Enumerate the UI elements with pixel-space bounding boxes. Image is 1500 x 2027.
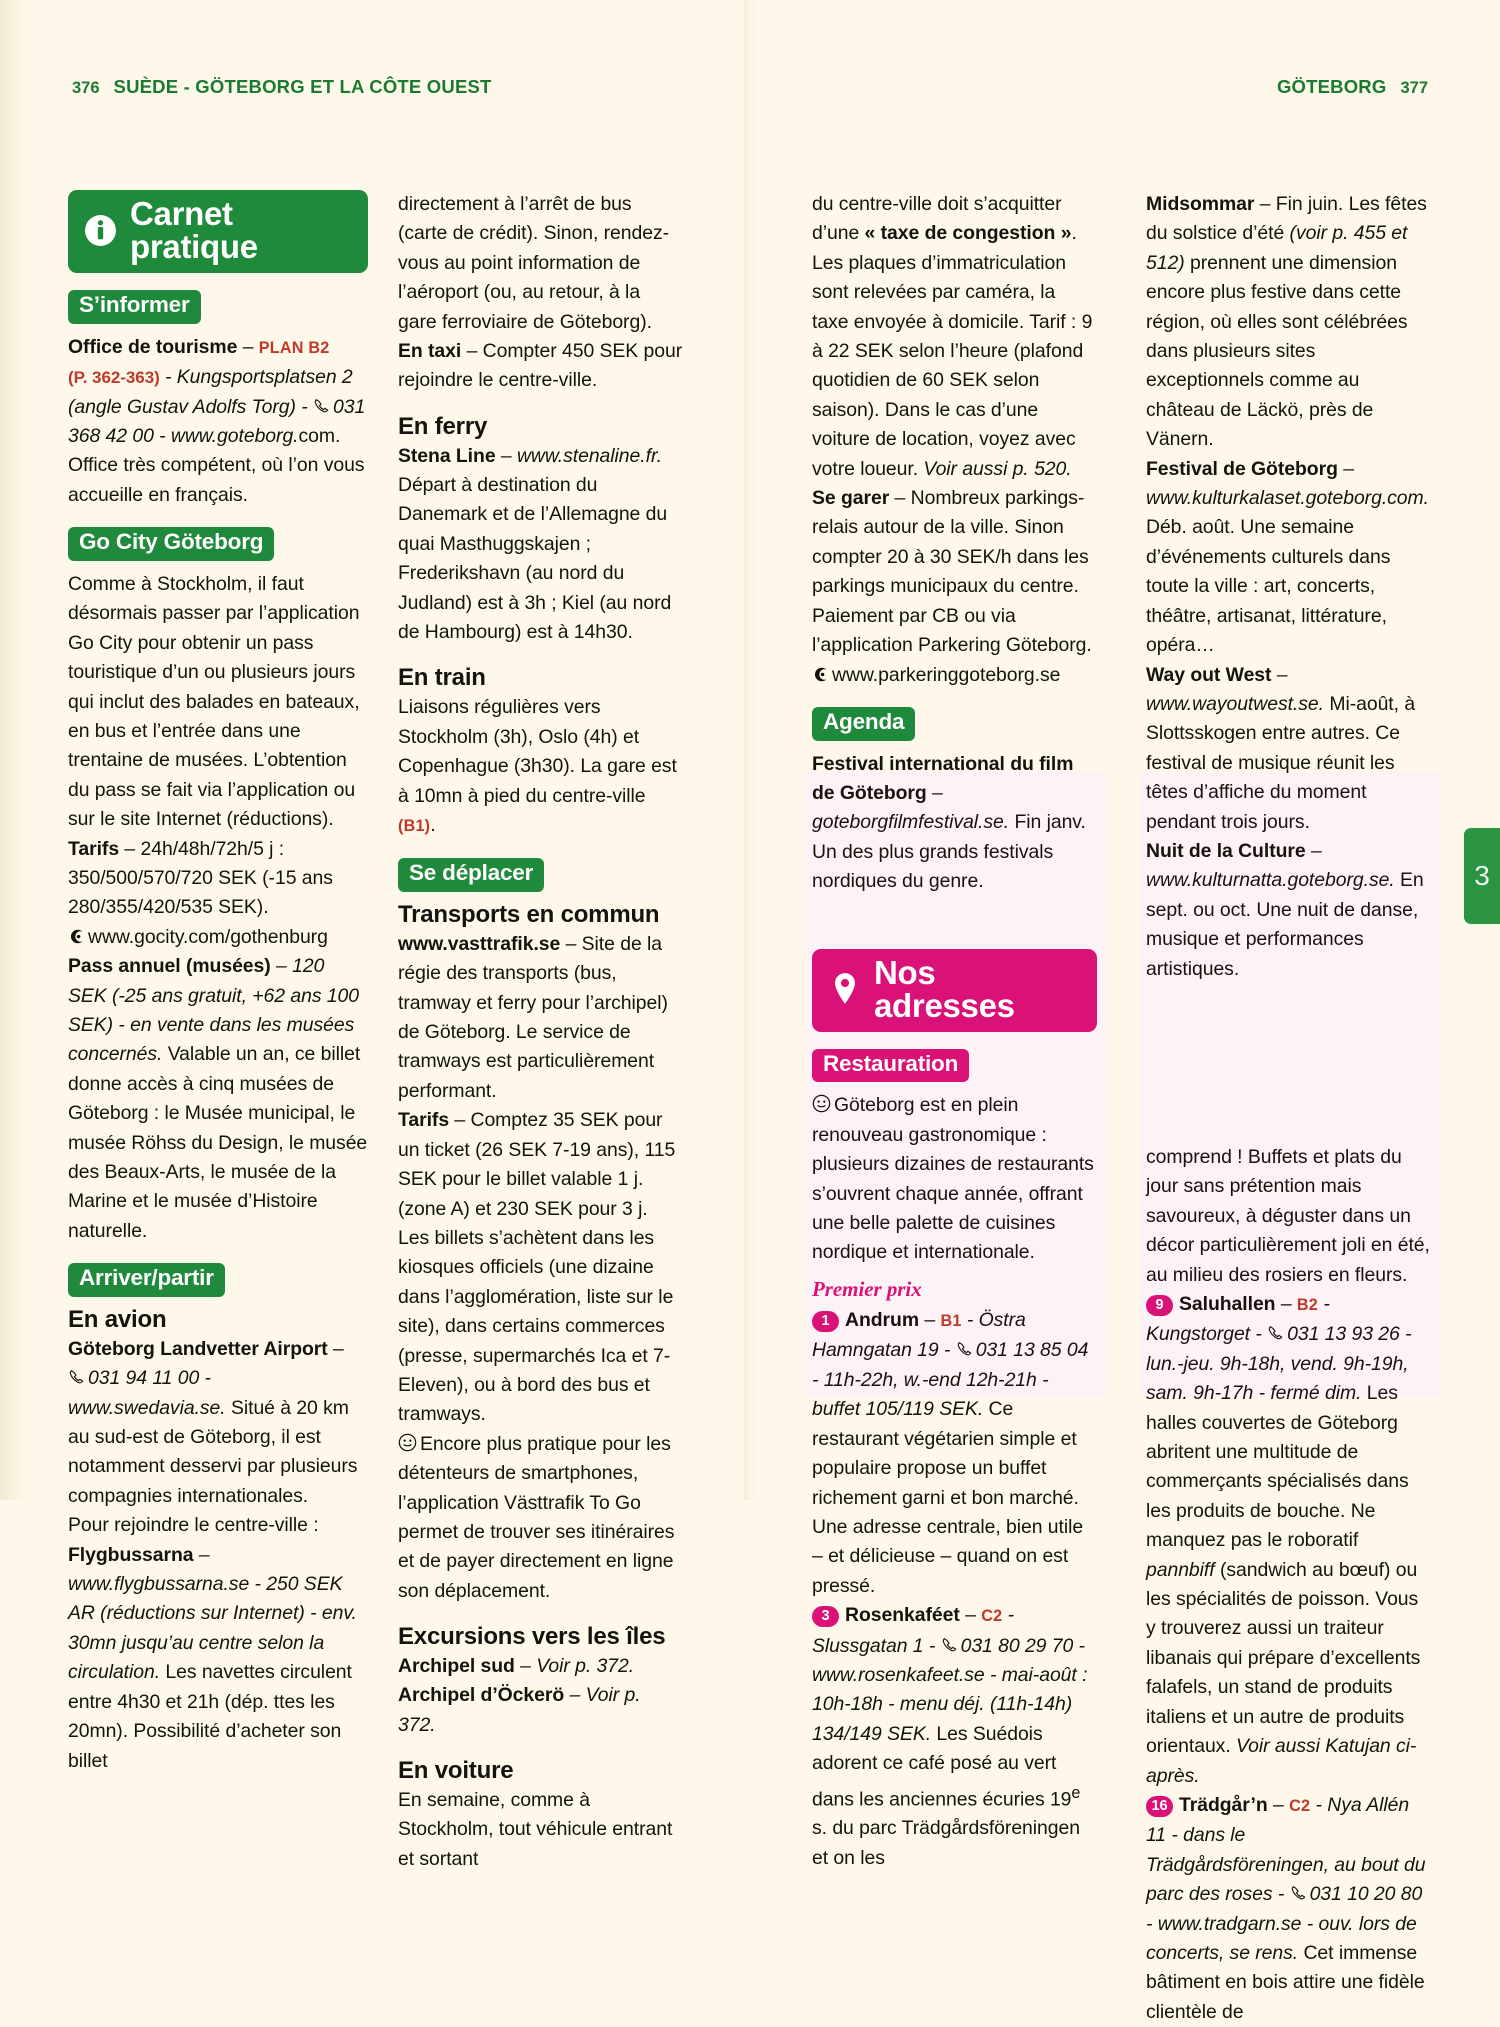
congestion-text-a: du centre-ville doit s’acquitter d’une <box>812 193 1062 245</box>
tarifs-label: Tarifs <box>68 837 120 860</box>
office-phone-web: 031 368 42 00 - www.goteborg. <box>68 395 366 447</box>
chapter-number: 3 <box>1474 860 1490 891</box>
listing-hours: 031 10 20 80 - www.tradgarn.se - ouv. lors de concerts, se rens. <box>1146 1883 1423 1964</box>
office-tail: com. Office très compétent, où l’on vous accueille en français. <box>68 424 365 506</box>
listing-name: Trädgår’n <box>1179 1793 1268 1816</box>
archipel-sud-ref: – Voir p. 372. <box>514 1655 635 1677</box>
listing-number-badge: 1 <box>812 1311 839 1332</box>
nuit-culture-label: Nuit de la Culture <box>1146 839 1306 862</box>
film-festival-entry <box>812 750 1097 897</box>
column-3 <box>812 190 1097 1873</box>
stena-line-entry <box>398 442 683 648</box>
rejoindre-line: Pour rejoindre le centre-ville : <box>68 1514 319 1537</box>
folio-left: 376 <box>72 79 100 97</box>
archipel-sud-entry <box>398 1652 683 1681</box>
subsection-arriver-partir: Arriver/partir <box>68 1263 225 1297</box>
dash: – <box>327 1337 344 1360</box>
section-banner-nos-adresses <box>812 949 1097 1032</box>
running-head <box>0 76 1500 102</box>
phone-icon <box>313 398 330 415</box>
parking-url: www.parkeringgoteborg.se <box>832 663 1061 686</box>
section-banner-label: Nos adresses <box>874 953 1015 1024</box>
gocity-tarifs <box>68 835 368 923</box>
smartphone-text: Encore plus pratique pour les détenteurs de smartphones, l’application Västtrafik To Go permet de trouver ses itinéraires et de payer directement en ligne son déplacement. <box>398 1432 675 1602</box>
listing-description: Cet immense bâtiment en bois attire une fidèle clientèle de <box>1146 1941 1425 2023</box>
vasttrafik-entry <box>398 930 683 1106</box>
listing-hours-price: 031 80 29 70 - www.rosenkafeet.se - mai-août : 10h-18h - menu déj. (11h-14h) 134/149 SEK. <box>812 1634 1088 1745</box>
congestion-paragraph <box>812 190 1097 484</box>
en-taxi-entry <box>398 337 683 396</box>
stena-url: – www.stenaline.fr. <box>495 444 662 467</box>
listing-number-badge: 9 <box>1146 1295 1173 1316</box>
parking-website-line <box>812 661 1097 690</box>
globe-icon <box>68 928 85 945</box>
listing-description-cont: s. du parc Trädgårdsföreningen et on les <box>812 1817 1080 1869</box>
listing-description: Les Suédois adorent ce café posé au vert dans les anciennes écuries 19 <box>812 1722 1072 1811</box>
festival-goteborg-url: – www.kulturkalaset.goteborg.com. <box>1146 457 1429 510</box>
subsection-restauration: Restauration <box>812 1049 969 1083</box>
subsection-se-deplacer: Se déplacer <box>398 858 544 892</box>
tarifs-value: – 24h/48h/72h/5 j : 350/500/570/720 SEK (-15 ans 280/355/420/535 SEK). <box>68 837 333 919</box>
running-title-right: GÖTEBORG <box>1276 76 1387 97</box>
continuation-airport-bus: directement à l’arrêt de bus (carte de crédit). Sinon, rendez-vous au point information de l’aéroport (ou, au retour, à la gare ferroviaire de Göteborg). <box>398 193 670 333</box>
cross-reference: Voir aussi Katujan ci-après. <box>1146 1735 1417 1787</box>
phone-icon <box>941 1637 958 1654</box>
phone-icon <box>1290 1885 1307 1902</box>
archipel-ockero-entry <box>398 1681 683 1740</box>
listing-number-badge: 3 <box>812 1606 839 1627</box>
stena-label: Stena Line <box>398 444 496 467</box>
airport-contact: 031 94 11 00 - www.swedavia.se. <box>68 1367 226 1419</box>
listing-number-badge: 16 <box>1146 1796 1173 1817</box>
heading-excursions-iles: Excursions vers les îles <box>398 1623 666 1651</box>
way-out-west-url: – www.wayoutwest.se. <box>1146 663 1324 715</box>
smiley-icon <box>812 1094 831 1113</box>
office-label: Office de tourisme <box>68 335 238 358</box>
heading-transports-en-commun: Transports en commun <box>398 901 660 929</box>
gocity-website-line <box>68 923 368 952</box>
column-1 <box>68 190 368 1776</box>
subsection-agenda: Agenda <box>812 707 915 741</box>
listing-hours-price: 031 13 85 04 - 11h-22h, w.-end 12h-21h - buffet 105/119 SEK. <box>812 1339 1089 1421</box>
nuit-culture-url: – www.kulturnatta.goteborg.se. <box>1146 839 1395 892</box>
running-head-left <box>72 76 492 98</box>
archipel-ockero-label: Archipel d’Öckerö <box>398 1684 565 1707</box>
archipel-sud-label: Archipel sud <box>398 1655 515 1677</box>
midsommar-entry <box>1146 190 1431 455</box>
map-pin-icon <box>828 972 861 1005</box>
tarifs-label: Tarifs <box>398 1109 450 1132</box>
phone-icon <box>956 1341 973 1358</box>
heading-en-voiture: En voiture <box>398 1757 514 1785</box>
restauration-intro-text: Göteborg est en plein renouveau gastronomique : plusieurs dizaines de restaurants s’ouvrent chaque année, offrant une belle palette de cuisines nordique et internationale. <box>812 1094 1094 1264</box>
ordinal-suffix: e <box>1071 1783 1081 1802</box>
info-circle-icon <box>84 214 117 247</box>
plan-ref: B1 <box>940 1312 962 1331</box>
gocity-url: www.gocity.com/gothenburg <box>88 925 328 948</box>
listing-name: Saluhallen <box>1179 1293 1276 1315</box>
se-garer-text: – Nombreux parkings-relais autour de la ville. Sinon compter 20 à 30 SEK/h dans les parkings municipaux du centre. Paiement par CB ou via l’application Parkering Göteborg. <box>812 487 1092 657</box>
transports-tarifs <box>398 1106 683 1429</box>
flygbussarna-details: – www.flygbussarna.se - 250 SEK AR (réductions sur Internet) - env. 30mn jusqu’au centre selon la circulation. <box>68 1543 357 1684</box>
subsection-sinformer: S’informer <box>68 290 201 324</box>
phone-icon <box>68 1369 85 1386</box>
tarifs-text: – Comptez 35 SEK pour un ticket (26 SEK 7-19 ans), 115 SEK pour le billet valable 1 j. (zone A) et 230 SEK pour 3 j. Les billets s’achètent dans les kiosques officiels (une dizaine dans l’agglomération, liste sur le site), dans certains commerces (presse, supermarchés Ica et 7-Eleven), ou à bord des bus et tramways. <box>398 1109 676 1426</box>
pass-details: – 120 SEK (-25 ans gratuit, +62 ans 100 SEK) - en vente dans les musées concernés. <box>68 955 360 1066</box>
train-paragraph <box>398 693 683 841</box>
folio-right: 377 <box>1400 79 1428 97</box>
smiley-icon <box>398 1433 417 1452</box>
midsommar-label: Midsommar <box>1146 193 1255 215</box>
listing-rosenkafeet: 3 Rosenkaféet – C2 - Slussgatan 1 - 031 80 29 70 - www.rosenkafeet.se - mai-août : 10h-18h - menu déj. (11h-14h) 134/149 SEK. Les Suédois adorent ce café posé au vert dans les anciennes écuries 19e s. du parc Trädgårdsföreningen et on les <box>812 1604 1088 1869</box>
plan-ref: (B1) <box>398 816 431 835</box>
flygbussarna-entry <box>68 1541 368 1776</box>
nuit-culture-entry <box>1146 837 1431 984</box>
heading-en-train: En train <box>398 664 486 692</box>
page-edge-shading <box>0 0 26 1500</box>
way-out-west-tail: Mi-août, à Slottsskogen entre autres. Ce festival de musique réunit les têtes d’affiche du moment pendant trois jours. <box>1146 692 1416 833</box>
plan-ref: C2 <box>1289 1796 1311 1815</box>
specialty-term: pannbiff <box>1146 1558 1215 1581</box>
subsection-go-city-goteborg: Go City Göteborg <box>68 527 274 561</box>
listing-hours: 031 13 93 26 - lun.-jeu. 9h-18h, vend. 9h-19h, sam. 9h-17h - fermé dim. <box>1146 1323 1412 1405</box>
heading-en-ferry: En ferry <box>398 412 488 440</box>
taxi-value: – Compter 450 SEK pour rejoindre le centre-ville. <box>398 340 683 392</box>
way-out-west-label: Way out West <box>1146 663 1272 686</box>
listing-address: - Kungstorget - <box>1146 1293 1330 1346</box>
midsommar-tail: prennent une dimension encore plus festive dans cette région, où elles sont célébrées dans plusieurs sites exceptionnels comme au château de Läckö, près de Vänern. <box>1146 251 1408 451</box>
listing-address: - Nya Allén 11 - dans le Trädgårdsföreningen, au bout du parc des roses - <box>1146 1793 1426 1906</box>
voiture-paragraph: En semaine, comme à Stockholm, tout véhicule entrant et sortant <box>398 1789 673 1870</box>
listing-name: Rosenkaféet <box>845 1604 960 1627</box>
listing-description: Les halles couvertes de Göteborg abritent une multitude de commerçants spécialisés dans les produits de bouche. Ne manquez pas le roboratif <box>1146 1382 1409 1552</box>
se-garer-label: Se garer <box>812 487 890 510</box>
midsommar-text: – Fin juin. Les fêtes du solstice d’été <box>1146 193 1427 245</box>
listing-name: Andrum <box>845 1309 920 1332</box>
listing-address: - Slussgatan 1 - <box>812 1604 1015 1657</box>
congestion-text-b: . Les plaques d’immatriculation sont relevées par caméra, la taxe envoyée à domicile. Tarif : 9 à 22 SEK selon l’heure (plafond quotidien de 60 SEK selon saison). Dans le cas d’une voiture de location, voyez avec votre loueur. <box>812 222 1093 480</box>
smartphone-tip <box>398 1430 683 1606</box>
plan-page-ref: (P. 362-363) <box>68 368 160 388</box>
festival-goteborg-label: Festival de Göteborg <box>1146 457 1338 480</box>
listing-tradgarn: 16 Trädgår’n – C2 - Nya Allén 11 - dans le Trädgårdsföreningen, au bout du parc des roses - 031 10 20 80 - www.tradgarn.se - ouv. lors de concerts, se rens. Cet immense bâtiment en bois attire une fidèle clientèle de <box>1146 1793 1426 2023</box>
archipel-ockero-ref: – Voir p. 372. <box>398 1684 641 1736</box>
se-garer-entry <box>812 484 1097 660</box>
film-festival-tail: Fin janv. Un des plus grands festivals nordiques du genre. <box>812 811 1086 893</box>
nuit-culture-tail: En sept. ou oct. Une nuit de danse, musique et performances artistiques. <box>1146 869 1424 980</box>
listing-saluhallen: 9 Saluhallen – B2 - Kungstorget - 031 13 93 26 - lun.-jeu. 9h-18h, vend. 9h-19h, sam. 9h-17h - fermé dim. Les halles couvertes de Göteborg abritent une multitude de commerçants spécialisés dans les produits de bouche. Ne manquez pas le roboratif pannbiff (sandwich au bœuf) ou les spécialités de poisson. Vous y trouverez aussi un traiteur libanais qui prépare d’excellents falafels, un stand de produits italiens et un autre de produits orientaux. Voir aussi Katujan ci-après. <box>1146 1293 1421 1787</box>
rosenkafeet-continuation: comprend ! Buffets et plats du jour sans prétention mais savoureux, à déguster dans un décor particulièrement joli en été, au milieu des rosiers en fleurs. <box>1146 1145 1430 1286</box>
plan-ref: C2 <box>981 1607 1003 1626</box>
pass-annuel-entry <box>68 952 368 1246</box>
price-category-premier-prix: Premier prix <box>812 1276 922 1301</box>
running-head-right <box>1277 76 1428 98</box>
listing-description: Ce restaurant végétarien simple et populaire propose un buffet richement garni et bon marché. Une adresse centrale, bien utile – et délicieuse – quand on est pressé. <box>812 1398 1084 1597</box>
office-address: - Kungsportsplatsen 2 (angle Gustav Adolfs Torg) - <box>68 366 353 418</box>
office-de-tourisme-entry <box>68 333 368 510</box>
airport-entry <box>68 1335 368 1511</box>
way-out-west-entry <box>1146 661 1431 837</box>
film-festival-url: – goteborgfilmfestival.se. <box>812 782 1010 834</box>
flygbussarna-label: Flygbussarna <box>68 1543 194 1566</box>
airport-label: Göteborg Landvetter Airport <box>68 1337 328 1360</box>
taxi-label: En taxi <box>398 340 462 363</box>
chapter-thumb-tab <box>1464 828 1500 924</box>
listing-address: - Östra Hamngatan 19 - <box>812 1309 1026 1362</box>
vasttrafik-label: www.vasttrafik.se <box>398 932 561 955</box>
section-banner-label: Carnet pratique <box>130 195 258 265</box>
phone-icon <box>1267 1325 1284 1342</box>
film-festival-label: Festival international du film de Göteborg <box>812 752 1074 805</box>
listing-andrum: 1 Andrum – B1 - Östra Hamngatan 19 - 031 13 85 04 - 11h-22h, w.-end 12h-21h - buffet 105/119 SEK. Ce restaurant végétarien simple et populaire propose un buffet richement garni et bon marché. Une adresse centrale, bien utile – et délicieuse – quand on est pressé. <box>812 1309 1089 1597</box>
festival-goteborg-tail: Déb. août. Une semaine d’événements culturels dans toute la ville : art, concerts, théâtre, artisanat, littérature, opéra… <box>1146 516 1391 657</box>
column-2 <box>398 190 683 1874</box>
pass-tail: Valable un an, ce billet donne accès à cinq musées de Göteborg : le Musée municipal, le musée Röhss du Design, le musée des Beaux-Arts, le musée de la Marine et le musée d’Histoire naturelle. <box>68 1043 368 1242</box>
listing-description-cont: (sandwich au bœuf) ou les spécialités de poisson. Vous y trouverez aussi un traiteur libanais qui prépare d’excellents falafels, un stand de produits italiens et un autre de produits orientaux. <box>1146 1558 1421 1758</box>
festival-goteborg-entry <box>1146 455 1431 661</box>
globe-icon <box>812 666 829 683</box>
voir-aussi-ref: Voir aussi p. 520. <box>923 457 1072 480</box>
column-4 <box>1146 190 1431 2027</box>
taxe-congestion-term: « taxe de congestion » <box>864 222 1072 245</box>
gocity-paragraph: Comme à Stockholm, il faut désormais passer par l’application Go City pour obtenir un pass touristique d’un ou plusieurs jours qui inclut des balades en bateaux, en bus et l’entrée dans une trentaine de musées. L’obtention du pass se fait via l’application ou sur le site Internet (réductions). <box>68 572 360 831</box>
heading-en-avion: En avion <box>68 1306 167 1334</box>
period: . <box>430 813 436 836</box>
stena-tail: Départ à destination du Danemark et de l’Allemagne du quai Masthuggskajen ; Frederikshavn (au nord du Judland) est à 3h ; Kiel (au nord de Hambourg) est à 14h30. <box>398 474 672 644</box>
pass-label: Pass annuel (musées) <box>68 955 271 978</box>
book-spine-gutter <box>744 0 758 1500</box>
plan-ref: B2 <box>1296 1296 1318 1314</box>
restauration-intro <box>812 1091 1097 1267</box>
dash: – <box>237 335 259 358</box>
train-text: Liaisons régulières vers Stockholm (3h), Oslo (4h) et Copenhague (3h30). La gare est à 10mn à pied du centre-ville <box>398 696 677 807</box>
plan-ref: PLAN B2 <box>258 338 330 357</box>
running-title-left: SUÈDE - GÖTEBORG ET LA CÔTE OUEST <box>113 76 492 97</box>
flygbussarna-tail: Les navettes circulent entre 4h30 et 21h (dép. ttes les 20mn). Possibilité d’acheter son billet <box>68 1661 352 1772</box>
vasttrafik-text: – Site de la régie des transports (bus, tramway et ferry pour l’archipel) de Göteborg. Le service de tramways est particulièrement performant. <box>398 932 668 1102</box>
airport-tail: Situé à 20 km au sud-est de Göteborg, il est notamment desservi par plusieurs compagnies internationales. <box>68 1396 358 1507</box>
midsommar-ref: (voir p. 455 et 512) <box>1146 222 1408 274</box>
section-banner-carnet-pratique <box>68 190 368 273</box>
